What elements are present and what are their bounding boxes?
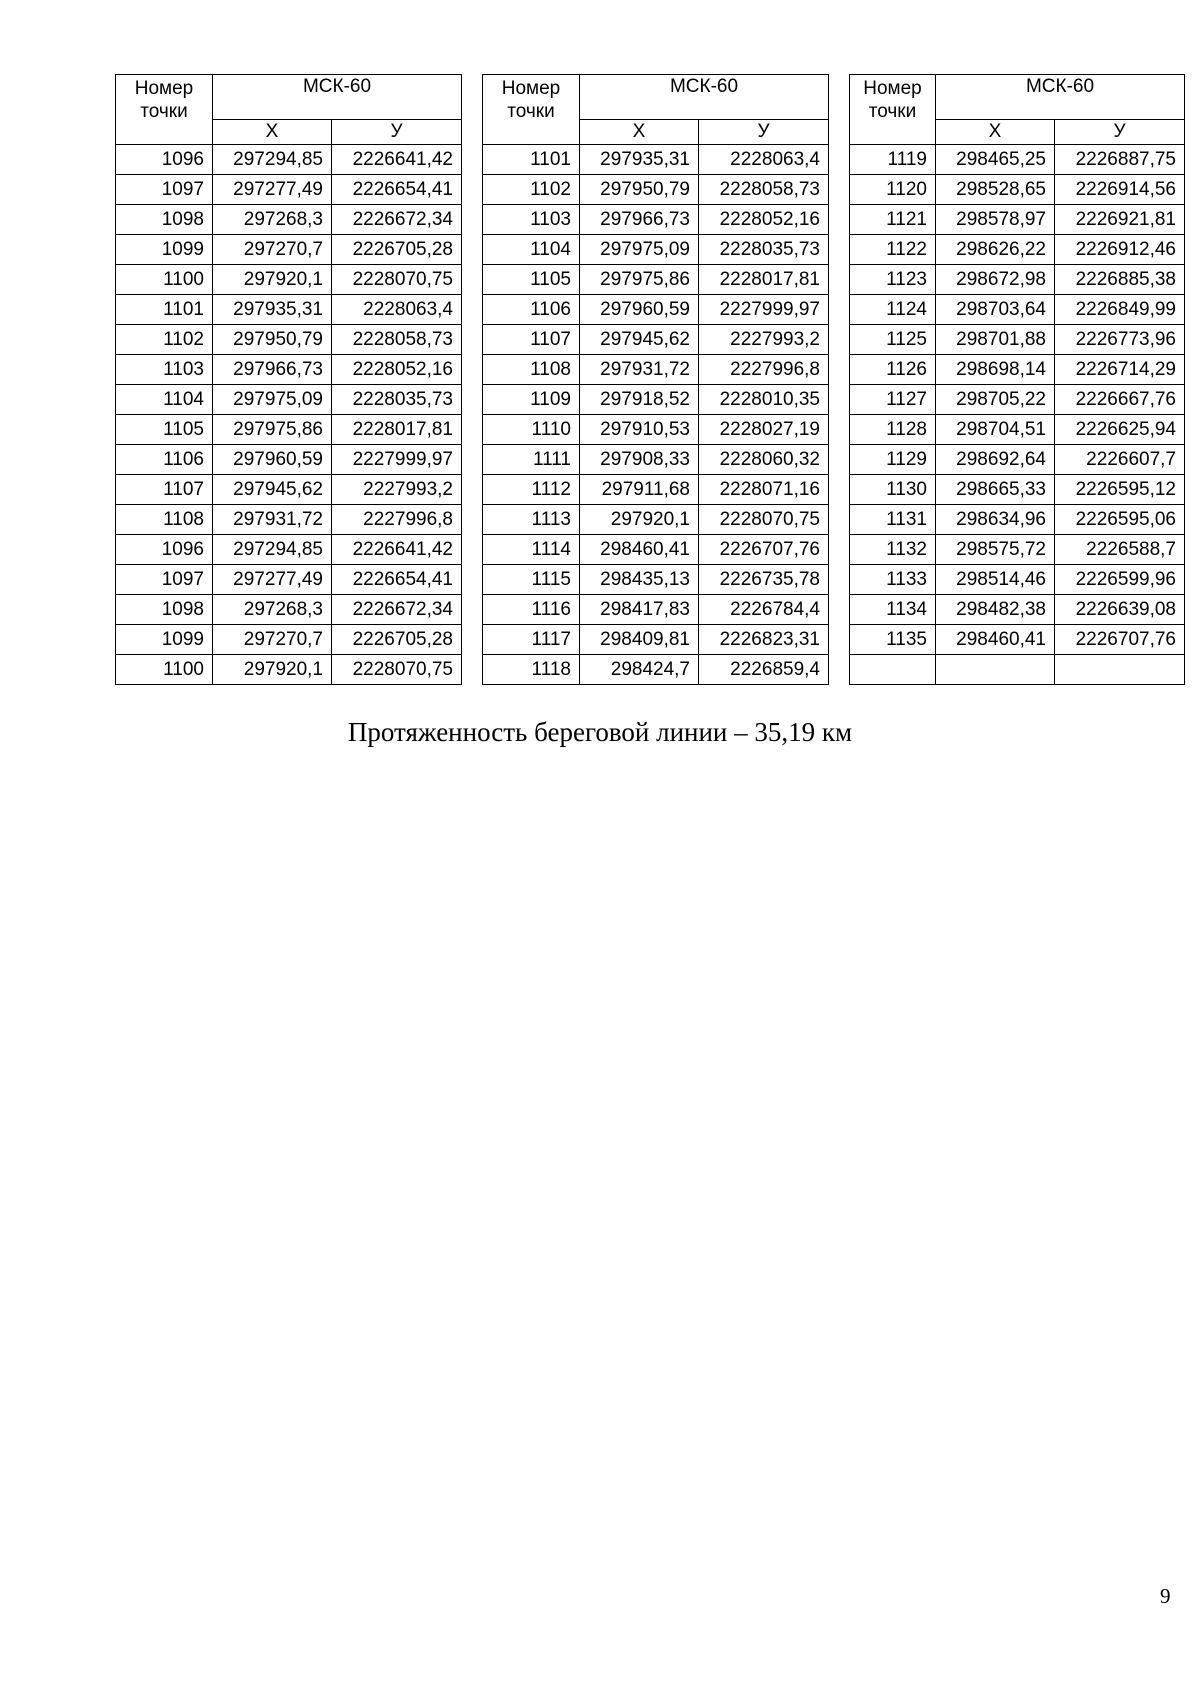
y-coordinate-cell: 2228058,73 [699, 175, 829, 205]
y-coordinate-cell: 2226707,76 [1055, 625, 1185, 655]
table-body [116, 145, 462, 685]
y-coordinate-cell: 2228071,16 [699, 475, 829, 505]
x-coordinate-cell: 297920,1 [213, 655, 332, 685]
point-number-cell: 1112 [483, 475, 580, 505]
y-coordinate-cell: 2226921,81 [1055, 205, 1185, 235]
point-number-cell: 1124 [850, 295, 936, 325]
x-coordinate-cell: 298424,7 [580, 655, 699, 685]
point-number-cell: 1106 [116, 445, 213, 475]
x-coordinate-cell: 297920,1 [580, 505, 699, 535]
header-point-number: Номер точки [850, 75, 936, 145]
y-coordinate-cell: 2226599,96 [1055, 565, 1185, 595]
y-coordinate-cell: 2227993,2 [699, 325, 829, 355]
y-coordinate-cell: 2227999,97 [332, 445, 462, 475]
table-row [850, 205, 1185, 235]
y-coordinate-cell: 2226705,28 [332, 625, 462, 655]
x-coordinate-cell: 297966,73 [213, 355, 332, 385]
y-coordinate-cell: 2226849,99 [1055, 295, 1185, 325]
point-number-cell: 1098 [116, 205, 213, 235]
table-row [116, 445, 462, 475]
x-coordinate-cell: 298634,96 [936, 505, 1055, 535]
x-coordinate-cell: 298465,25 [936, 145, 1055, 175]
point-number-cell: 1116 [483, 595, 580, 625]
y-coordinate-cell: 2228060,32 [699, 445, 829, 475]
y-coordinate-cell: 2226595,12 [1055, 475, 1185, 505]
table-row [116, 325, 462, 355]
point-number-cell: 1102 [483, 175, 580, 205]
table-row [850, 505, 1185, 535]
x-coordinate-cell: 297945,62 [580, 325, 699, 355]
y-coordinate-cell: 2228010,35 [699, 385, 829, 415]
y-coordinate-cell: 2226784,4 [699, 595, 829, 625]
x-coordinate-cell: 297270,7 [213, 625, 332, 655]
table-row [116, 595, 462, 625]
point-number-cell: 1104 [116, 385, 213, 415]
x-coordinate-cell: 297931,72 [213, 505, 332, 535]
point-number-cell: 1134 [850, 595, 936, 625]
y-coordinate-cell: 2228052,16 [699, 205, 829, 235]
x-coordinate-cell: 297975,86 [580, 265, 699, 295]
y-coordinate-cell: 2228017,81 [699, 265, 829, 295]
point-number-cell: 1097 [116, 565, 213, 595]
point-number-cell: 1099 [116, 625, 213, 655]
point-number-cell: 1108 [116, 505, 213, 535]
table-row [483, 505, 829, 535]
table-row [850, 475, 1185, 505]
x-coordinate-cell: 297975,09 [213, 385, 332, 415]
point-number-cell: 1121 [850, 205, 936, 235]
x-coordinate-cell: 297918,52 [580, 385, 699, 415]
table-row [116, 145, 462, 175]
coordinates-table-2 [482, 74, 829, 685]
y-coordinate-cell: 2228070,75 [699, 505, 829, 535]
table-row [850, 145, 1185, 175]
table-row [483, 295, 829, 325]
y-coordinate-cell: 2228063,4 [699, 145, 829, 175]
table-row [850, 385, 1185, 415]
y-coordinate-cell: 2226773,96 [1055, 325, 1185, 355]
header-coordinate-system: МСК-60 [936, 75, 1185, 120]
table-row [116, 295, 462, 325]
table-row [483, 175, 829, 205]
table-body [850, 145, 1185, 685]
x-coordinate-cell: 297935,31 [580, 145, 699, 175]
point-number-cell: 1106 [483, 295, 580, 325]
point-number-cell: 1118 [483, 655, 580, 685]
x-coordinate-cell: 298460,41 [936, 625, 1055, 655]
table-row [116, 655, 462, 685]
y-coordinate-cell: 2227996,8 [699, 355, 829, 385]
x-coordinate-cell: 297270,7 [213, 235, 332, 265]
point-number-cell: 1129 [850, 445, 936, 475]
y-coordinate-cell: 2228070,75 [332, 655, 462, 685]
x-coordinate-cell: 298626,22 [936, 235, 1055, 265]
point-number-cell: 1125 [850, 325, 936, 355]
point-number-cell: 1122 [850, 235, 936, 265]
table-row [483, 565, 829, 595]
point-number-cell: 1100 [116, 265, 213, 295]
y-coordinate-cell: 2228035,73 [699, 235, 829, 265]
y-coordinate-cell: 2228035,73 [332, 385, 462, 415]
table-row [483, 535, 829, 565]
x-coordinate-cell: 297268,3 [213, 595, 332, 625]
x-coordinate-cell: 297911,68 [580, 475, 699, 505]
x-coordinate-cell: 297950,79 [580, 175, 699, 205]
y-coordinate-cell: 2226859,4 [699, 655, 829, 685]
point-number-cell: 1115 [483, 565, 580, 595]
table-row [116, 535, 462, 565]
point-number-cell: 1105 [483, 265, 580, 295]
point-number-cell: 1123 [850, 265, 936, 295]
table-row [483, 415, 829, 445]
y-coordinate-cell: 2226639,08 [1055, 595, 1185, 625]
table-row [483, 595, 829, 625]
y-coordinate-cell: 2226641,42 [332, 535, 462, 565]
header-coordinate-system: МСК-60 [580, 75, 829, 120]
x-coordinate-cell: 297277,49 [213, 175, 332, 205]
y-coordinate-cell: 2226588,7 [1055, 535, 1185, 565]
table-body [483, 145, 829, 685]
point-number-cell: 1096 [116, 535, 213, 565]
point-number-cell: 1113 [483, 505, 580, 535]
y-coordinate-cell: 2226705,28 [332, 235, 462, 265]
table-row [850, 415, 1185, 445]
y-coordinate-cell: 2226885,38 [1055, 265, 1185, 295]
x-coordinate-cell: 298514,46 [936, 565, 1055, 595]
x-coordinate-cell: 298672,98 [936, 265, 1055, 295]
x-coordinate-cell: 298701,88 [936, 325, 1055, 355]
table-row [850, 295, 1185, 325]
point-number-cell: 1099 [116, 235, 213, 265]
table-row [116, 265, 462, 295]
table-row [116, 355, 462, 385]
header-point-number: Номер точки [483, 75, 580, 145]
point-number-cell: 1135 [850, 625, 936, 655]
y-coordinate-cell: 2226595,06 [1055, 505, 1185, 535]
x-coordinate-cell: 297935,31 [213, 295, 332, 325]
table-row [850, 535, 1185, 565]
table-row [850, 625, 1185, 655]
point-number-cell: 1119 [850, 145, 936, 175]
point-number-cell: 1111 [483, 445, 580, 475]
point-number-cell: 1098 [116, 595, 213, 625]
point-number-cell: 1096 [116, 145, 213, 175]
y-coordinate-cell: 2228063,4 [332, 295, 462, 325]
y-coordinate-cell: 2226641,42 [332, 145, 462, 175]
x-coordinate-cell: 298417,83 [580, 595, 699, 625]
coordinates-table-1 [115, 74, 462, 685]
point-number-cell: 1105 [116, 415, 213, 445]
x-coordinate-cell: 298409,81 [580, 625, 699, 655]
table-row [850, 595, 1185, 625]
table-row [483, 355, 829, 385]
table-row [116, 175, 462, 205]
x-coordinate-cell: 298692,64 [936, 445, 1055, 475]
y-coordinate-cell: 2226823,31 [699, 625, 829, 655]
table-row [850, 265, 1185, 295]
table-row [483, 655, 829, 685]
point-number-cell: 1102 [116, 325, 213, 355]
point-number-cell: 1114 [483, 535, 580, 565]
point-number-cell: 1126 [850, 355, 936, 385]
point-number-cell: 1100 [116, 655, 213, 685]
point-number-cell: 1128 [850, 415, 936, 445]
table-row [116, 415, 462, 445]
header-x: Х [936, 120, 1055, 145]
x-coordinate-cell: 297960,59 [580, 295, 699, 325]
header-x: Х [580, 120, 699, 145]
y-coordinate-cell: 2226707,76 [699, 535, 829, 565]
x-coordinate-cell: 297268,3 [213, 205, 332, 235]
x-coordinate-cell: 297960,59 [213, 445, 332, 475]
x-coordinate-cell: 298575,72 [936, 535, 1055, 565]
x-coordinate-cell: 297931,72 [580, 355, 699, 385]
point-number-cell: 1108 [483, 355, 580, 385]
x-coordinate-cell: 297908,33 [580, 445, 699, 475]
x-coordinate-cell: 298578,97 [936, 205, 1055, 235]
coastline-length-text: Протяженность береговой линии – 35,19 км [347, 717, 853, 747]
x-coordinate-cell: 297277,49 [213, 565, 332, 595]
point-number-cell: 1120 [850, 175, 936, 205]
x-coordinate-cell: 298435,13 [580, 565, 699, 595]
table-row [116, 475, 462, 505]
point-number-cell: 1103 [116, 355, 213, 385]
table-row [850, 445, 1185, 475]
point-number-cell: 1133 [850, 565, 936, 595]
table-row [483, 265, 829, 295]
table-row [483, 235, 829, 265]
point-number-cell: 1110 [483, 415, 580, 445]
x-coordinate-cell: 298703,64 [936, 295, 1055, 325]
table-row [483, 445, 829, 475]
y-coordinate-cell: 2226607,7 [1055, 445, 1185, 475]
y-coordinate-cell: 2226667,76 [1055, 385, 1185, 415]
y-coordinate-cell: 2226672,34 [332, 595, 462, 625]
y-coordinate-cell: 2227996,8 [332, 505, 462, 535]
y-coordinate-cell: 2226714,29 [1055, 355, 1185, 385]
x-coordinate-cell: 297966,73 [580, 205, 699, 235]
point-number-cell: 1130 [850, 475, 936, 505]
point-number-cell: 1132 [850, 535, 936, 565]
header-x: Х [213, 120, 332, 145]
x-coordinate-cell: 297950,79 [213, 325, 332, 355]
point-number-cell: 1127 [850, 385, 936, 415]
table-row [850, 655, 1185, 685]
header-y: У [699, 120, 829, 145]
header-point-number: Номер точки [116, 75, 213, 145]
page-number: 9 [1160, 1584, 1171, 1608]
x-coordinate-cell: 297294,85 [213, 535, 332, 565]
y-coordinate-cell: 2228027,19 [699, 415, 829, 445]
point-number-cell: 1101 [483, 145, 580, 175]
table-row [850, 235, 1185, 265]
y-coordinate-cell: 2226654,41 [332, 175, 462, 205]
point-number-cell: 1097 [116, 175, 213, 205]
y-coordinate-cell: 2228058,73 [332, 325, 462, 355]
table-row [116, 625, 462, 655]
y-coordinate-cell: 2226735,78 [699, 565, 829, 595]
header-coordinate-system: МСК-60 [213, 75, 462, 120]
table-row [850, 175, 1185, 205]
x-coordinate-cell: 298528,65 [936, 175, 1055, 205]
header-y: У [1055, 120, 1185, 145]
x-coordinate-cell: 297910,53 [580, 415, 699, 445]
y-coordinate-cell: 2226625,94 [1055, 415, 1185, 445]
table-row [850, 355, 1185, 385]
table-row [850, 565, 1185, 595]
x-coordinate-cell: 298482,38 [936, 595, 1055, 625]
x-coordinate-cell: 297945,62 [213, 475, 332, 505]
y-coordinate-cell: 2227999,97 [699, 295, 829, 325]
x-coordinate-cell: 298460,41 [580, 535, 699, 565]
point-number-cell: 1101 [116, 295, 213, 325]
point-number-cell: 1131 [850, 505, 936, 535]
y-coordinate-cell: 2226912,46 [1055, 235, 1185, 265]
y-coordinate-cell: 2228070,75 [332, 265, 462, 295]
point-number-cell: 1117 [483, 625, 580, 655]
point-number-cell: 1107 [116, 475, 213, 505]
table-row [116, 505, 462, 535]
header-y: У [332, 120, 462, 145]
x-coordinate-cell: 298704,51 [936, 415, 1055, 445]
y-coordinate-cell: 2226654,41 [332, 565, 462, 595]
table-row [116, 235, 462, 265]
table-row [116, 205, 462, 235]
y-coordinate-cell: 2228017,81 [332, 415, 462, 445]
point-number-cell: 1104 [483, 235, 580, 265]
x-coordinate-cell: 298705,22 [936, 385, 1055, 415]
table-row [483, 625, 829, 655]
x-coordinate-cell: 297920,1 [213, 265, 332, 295]
table-row [116, 385, 462, 415]
point-number-cell: 1107 [483, 325, 580, 355]
table-row [116, 565, 462, 595]
x-coordinate-cell [936, 655, 1055, 685]
x-coordinate-cell: 298698,14 [936, 355, 1055, 385]
table-row [483, 205, 829, 235]
table-row [483, 145, 829, 175]
x-coordinate-cell: 297975,09 [580, 235, 699, 265]
x-coordinate-cell: 298665,33 [936, 475, 1055, 505]
point-number-cell: 1109 [483, 385, 580, 415]
point-number-cell [850, 655, 936, 685]
y-coordinate-cell: 2226914,56 [1055, 175, 1185, 205]
y-coordinate-cell: 2226887,75 [1055, 145, 1185, 175]
y-coordinate-cell: 2228052,16 [332, 355, 462, 385]
y-coordinate-cell [1055, 655, 1185, 685]
coordinates-table-3 [849, 74, 1185, 685]
x-coordinate-cell: 297975,86 [213, 415, 332, 445]
table-row [483, 475, 829, 505]
point-number-cell: 1103 [483, 205, 580, 235]
x-coordinate-cell: 297294,85 [213, 145, 332, 175]
y-coordinate-cell: 2227993,2 [332, 475, 462, 505]
table-row [483, 325, 829, 355]
y-coordinate-cell: 2226672,34 [332, 205, 462, 235]
table-row [850, 325, 1185, 355]
table-row [483, 385, 829, 415]
